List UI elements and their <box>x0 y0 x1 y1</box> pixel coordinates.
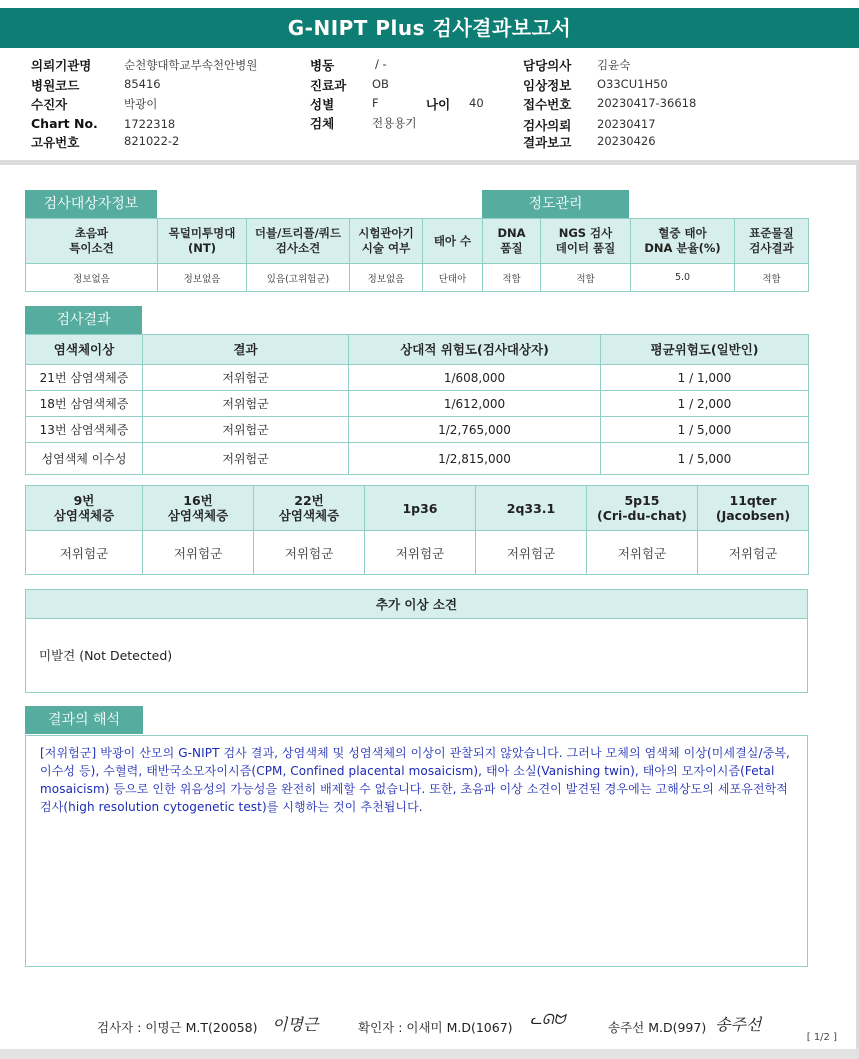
chart-label: Chart No. <box>31 116 98 131</box>
value-cell: 적합 <box>483 264 541 292</box>
value-cell: 저위험군 <box>587 531 698 575</box>
hospital-label: 의뢰기관명 <box>31 58 92 73</box>
value-cell: 정보없음 <box>350 264 423 292</box>
chromosome-cell: 21번 삼염색체증 <box>26 365 143 391</box>
result-cell: 저위험군 <box>143 417 349 443</box>
report-date-label: 결과보고 <box>523 135 572 150</box>
header-cell: 표준물질 검사결과 <box>735 219 809 264</box>
receipt-label: 접수번호 <box>523 97 572 112</box>
receipt-value: 20230417-36618 <box>597 96 697 110</box>
value-cell: 저위험군 <box>476 531 587 575</box>
bottom-bar <box>0 1049 859 1059</box>
header-cell: 16번 삼염색체증 <box>143 486 254 531</box>
header-cell: 혈중 태아 DNA 분율(%) <box>631 219 735 264</box>
header-cell: DNA 품질 <box>483 219 541 264</box>
patient-header <box>0 54 859 160</box>
result-cell: 저위험군 <box>143 391 349 417</box>
header-cell: 초음파 특이소견 <box>26 219 158 264</box>
value-cell: 있음(고위험군) <box>247 264 350 292</box>
value-cell: 정보없음 <box>158 264 247 292</box>
clinical-value: O33CU1H50 <box>597 77 668 91</box>
header-cell: 목덜미투명대 (NT) <box>158 219 247 264</box>
header-cell: 9번 삼염색체증 <box>26 486 143 531</box>
relative-risk-cell: 1/2,815,000 <box>349 443 601 475</box>
header-cell: 5p15 (Cri-du-chat) <box>587 486 698 531</box>
relative-risk-cell: 1/612,000 <box>349 391 601 417</box>
code-value: 85416 <box>124 77 161 91</box>
header-cell: 평균위험도(일반인) <box>601 335 809 365</box>
average-risk-cell: 1 / 5,000 <box>601 443 809 475</box>
value-cell: 저위험군 <box>365 531 476 575</box>
request-value: 20230417 <box>597 117 656 131</box>
header-cell: 11qter (Jacobsen) <box>698 486 809 531</box>
confirmer-name: 확인자 : 이새미 M.D(1067) <box>358 1020 513 1035</box>
patient-label: 수진자 <box>31 97 68 112</box>
value-cell: 저위험군 <box>26 531 143 575</box>
hospital-value: 순천향대학교부속천안병원 <box>124 58 258 72</box>
table-row <box>26 391 809 417</box>
extra-value-row <box>26 531 809 575</box>
value-cell: 정보없음 <box>26 264 158 292</box>
header-cell: 결과 <box>143 335 349 365</box>
subject-info-tab: 검사대상자정보 <box>25 190 157 218</box>
relative-risk-cell: 1/2,765,000 <box>349 417 601 443</box>
value-cell: 적합 <box>735 264 809 292</box>
result-cell: 저위험군 <box>143 365 349 391</box>
average-risk-cell: 1 / 2,000 <box>601 391 809 417</box>
subject-info-value-row <box>26 264 809 292</box>
value-cell: 저위험군 <box>698 531 809 575</box>
additional-findings-box <box>25 589 808 693</box>
interpretation-tab: 결과의 해석 <box>25 706 143 734</box>
doctor-value: 김윤숙 <box>597 58 631 72</box>
extra-results-table <box>25 485 809 575</box>
table-row <box>26 417 809 443</box>
request-label: 검사의뢰 <box>523 118 572 133</box>
doctor-label: 담당의사 <box>523 58 572 73</box>
header-cell: 더블/트리플/쿼드 검사소견 <box>247 219 350 264</box>
header-cell: 시험관아기 시술 여부 <box>350 219 423 264</box>
chart-value: 1722318 <box>124 117 176 131</box>
header-cell: 22번 삼염색체증 <box>254 486 365 531</box>
specimen-label: 검체 <box>310 116 335 131</box>
ward-value: / - <box>375 57 387 71</box>
value-cell: 적합 <box>541 264 631 292</box>
patient-value: 박광이 <box>124 97 158 111</box>
tester-name: 검사자 : 이명근 M.T(20058) <box>97 1020 258 1035</box>
table-row <box>26 443 809 475</box>
value-cell: 저위험군 <box>254 531 365 575</box>
value-cell: 단태아 <box>423 264 483 292</box>
sex-value: F <box>372 96 379 110</box>
header-divider <box>0 160 859 165</box>
interpretation-text: [저위험군] 박광이 산모의 G-NIPT 검사 결과, 상염색체 및 성염색체의 이상이 관찰되지 않았습니다. 그러나 모체의 염색체 이상(미세결실/중복, 이수성 등), 수혈력, 태반국소모자이시즘(CPM, Confined placental mosaicism), 태아 소실(Vanishing twin), 태아의 모자이시즘(Fetal mosaicism) 등으로 인한 위음성의 가능성을 완전히 배제할 수 없습니다. 또한, 초음파 이상 소견이 발견된 경우에는 고해상도의 세포유전학적검사(high resolution cytogenetic test)를 시행하는 것이 추천됩니다. <box>25 735 808 967</box>
header-cell: 1p36 <box>365 486 476 531</box>
specimen-value: 전용용기 <box>372 116 417 130</box>
additional-findings-text: 미발견 (Not Detected) <box>39 648 173 663</box>
chromosome-cell: 성염색체 이수성 <box>26 443 143 475</box>
ward-label: 병동 <box>310 58 335 73</box>
sex-label: 성별 <box>310 97 335 112</box>
header-cell: 상대적 위험도(검사대상자) <box>349 335 601 365</box>
value-cell: 5.0 <box>631 264 735 292</box>
chromosome-cell: 18번 삼염색체증 <box>26 391 143 417</box>
clinical-label: 임상정보 <box>523 78 572 93</box>
results-header-row <box>26 335 809 365</box>
age-value: 40 <box>469 96 484 110</box>
age-label: 나이 <box>426 97 451 112</box>
subject-info-table <box>25 218 809 292</box>
confirmer-signature: ᓚᘏᗢ <box>530 1012 566 1028</box>
dept-value: OB <box>372 77 389 91</box>
uid-label: 고유번호 <box>31 135 80 150</box>
extra-header-row <box>26 486 809 531</box>
relative-risk-cell: 1/608,000 <box>349 365 601 391</box>
qc-tab: 정도관리 <box>482 190 629 218</box>
subject-info-header-row <box>26 219 809 264</box>
report-title: G-NIPT Plus 검사결과보고서 <box>0 8 859 48</box>
report-date-value: 20230426 <box>597 134 656 148</box>
chromosome-cell: 13번 삼염색체증 <box>26 417 143 443</box>
header-cell: 2q33.1 <box>476 486 587 531</box>
header-cell: 염색체이상 <box>26 335 143 365</box>
header-cell: 태아 수 <box>423 219 483 264</box>
table-row <box>26 365 809 391</box>
results-tab: 검사결과 <box>25 306 142 334</box>
additional-findings-title: 추가 이상 소견 <box>26 590 807 619</box>
tester-signature: 이명근 <box>272 1015 319 1034</box>
result-cell: 저위험군 <box>143 443 349 475</box>
results-table <box>25 334 809 475</box>
average-risk-cell: 1 / 5,000 <box>601 417 809 443</box>
average-risk-cell: 1 / 1,000 <box>601 365 809 391</box>
director-signature: 송주선 <box>715 1015 762 1034</box>
code-label: 병원코드 <box>31 78 80 93</box>
value-cell: 저위험군 <box>143 531 254 575</box>
dept-label: 진료과 <box>310 78 347 93</box>
director-name: 송주선 M.D(997) <box>608 1020 707 1035</box>
header-cell: NGS 검사 데이터 품질 <box>541 219 631 264</box>
page-number: [ 1/2 ] <box>806 1032 837 1043</box>
uid-value: 821022-2 <box>124 134 180 148</box>
